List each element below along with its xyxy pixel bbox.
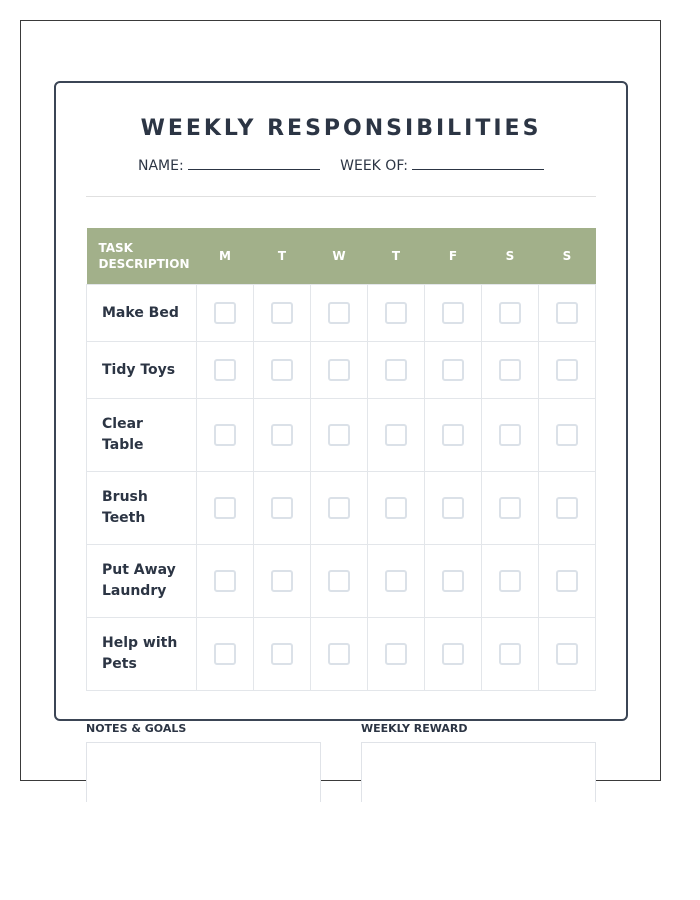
day-header-mon: M bbox=[197, 228, 254, 285]
task-header-line1: TASK bbox=[98, 241, 133, 255]
day-cell bbox=[197, 399, 254, 472]
checkbox[interactable] bbox=[499, 643, 521, 665]
checkbox[interactable] bbox=[499, 570, 521, 592]
checkbox[interactable] bbox=[214, 424, 236, 446]
task-line2: Laundry bbox=[102, 583, 167, 599]
checkbox[interactable] bbox=[385, 570, 407, 592]
day-header-wed: W bbox=[311, 228, 368, 285]
checkbox[interactable] bbox=[385, 424, 407, 446]
checkbox[interactable] bbox=[385, 359, 407, 381]
day-cell bbox=[539, 342, 596, 399]
day-cell bbox=[197, 285, 254, 342]
day-cell bbox=[197, 545, 254, 618]
day-cell bbox=[539, 618, 596, 691]
checkbox[interactable] bbox=[385, 643, 407, 665]
day-cell bbox=[425, 399, 482, 472]
day-cell bbox=[482, 472, 539, 545]
checkbox[interactable] bbox=[271, 643, 293, 665]
day-cell bbox=[425, 472, 482, 545]
checkbox[interactable] bbox=[442, 570, 464, 592]
reward-box[interactable] bbox=[361, 742, 596, 802]
task-line1: Put Away bbox=[102, 562, 176, 578]
checkbox[interactable] bbox=[214, 359, 236, 381]
checkbox[interactable] bbox=[214, 643, 236, 665]
day-cell bbox=[254, 399, 311, 472]
day-cell bbox=[425, 285, 482, 342]
week-blank-line[interactable] bbox=[412, 157, 544, 170]
checkbox[interactable] bbox=[271, 359, 293, 381]
table-row bbox=[87, 472, 596, 545]
day-cell bbox=[482, 618, 539, 691]
task-line2: Teeth bbox=[102, 510, 146, 526]
task-line2: Pets bbox=[102, 656, 137, 672]
reward-label: WEEKLY REWARD bbox=[361, 722, 468, 735]
checkbox[interactable] bbox=[214, 570, 236, 592]
day-cell bbox=[311, 618, 368, 691]
day-header-thu: T bbox=[368, 228, 425, 285]
notes-label: NOTES & GOALS bbox=[86, 722, 187, 735]
checkbox[interactable] bbox=[442, 359, 464, 381]
checkbox[interactable] bbox=[442, 424, 464, 446]
day-cell bbox=[482, 285, 539, 342]
day-cell bbox=[254, 342, 311, 399]
day-cell bbox=[539, 472, 596, 545]
day-cell bbox=[254, 285, 311, 342]
day-cell bbox=[254, 618, 311, 691]
header-divider bbox=[86, 196, 596, 197]
checkbox[interactable] bbox=[328, 570, 350, 592]
checkbox[interactable] bbox=[328, 359, 350, 381]
checkbox[interactable] bbox=[214, 497, 236, 519]
day-cell bbox=[197, 472, 254, 545]
checkbox[interactable] bbox=[556, 643, 578, 665]
checkbox[interactable] bbox=[556, 424, 578, 446]
day-cell bbox=[482, 342, 539, 399]
responsibility-table bbox=[86, 228, 596, 691]
task-description-cell bbox=[87, 545, 197, 618]
week-field[interactable] bbox=[340, 157, 544, 174]
day-cell bbox=[311, 399, 368, 472]
checkbox[interactable] bbox=[385, 497, 407, 519]
day-cell bbox=[197, 618, 254, 691]
task-line1: Tidy Toys bbox=[102, 361, 176, 378]
day-cell bbox=[368, 399, 425, 472]
name-label: NAME: bbox=[137, 158, 184, 174]
checkbox[interactable] bbox=[556, 570, 578, 592]
task-header-line2: DESCRIPTION bbox=[98, 257, 190, 271]
checkbox[interactable] bbox=[328, 302, 350, 324]
day-cell bbox=[368, 342, 425, 399]
checkbox[interactable] bbox=[556, 359, 578, 381]
day-cell bbox=[254, 472, 311, 545]
page-title: WEEKLY RESPONSIBILITIES bbox=[140, 116, 542, 141]
day-cell bbox=[425, 618, 482, 691]
week-label: WEEK OF: bbox=[340, 158, 409, 174]
day-cell bbox=[197, 342, 254, 399]
task-description-cell bbox=[87, 472, 197, 545]
day-header-sat: S bbox=[482, 228, 539, 285]
day-cell bbox=[368, 618, 425, 691]
day-cell bbox=[368, 472, 425, 545]
checkbox[interactable] bbox=[271, 424, 293, 446]
day-cell bbox=[425, 342, 482, 399]
checkbox[interactable] bbox=[556, 497, 578, 519]
day-cell bbox=[311, 545, 368, 618]
meta-row bbox=[0, 157, 682, 174]
day-cell bbox=[368, 545, 425, 618]
day-cell bbox=[482, 545, 539, 618]
checkbox[interactable] bbox=[499, 359, 521, 381]
day-cell bbox=[539, 285, 596, 342]
day-cell bbox=[482, 399, 539, 472]
table-row bbox=[87, 285, 596, 342]
name-blank-line[interactable] bbox=[188, 157, 320, 170]
task-line1: Help with bbox=[102, 635, 178, 651]
table-header-row bbox=[87, 228, 596, 285]
checkbox[interactable] bbox=[328, 424, 350, 446]
checkbox[interactable] bbox=[214, 302, 236, 324]
task-column-header bbox=[87, 228, 197, 285]
day-cell bbox=[311, 342, 368, 399]
day-cell bbox=[368, 285, 425, 342]
checkbox[interactable] bbox=[328, 643, 350, 665]
checkbox[interactable] bbox=[328, 497, 350, 519]
checkbox[interactable] bbox=[442, 497, 464, 519]
day-cell bbox=[539, 545, 596, 618]
task-description-cell bbox=[87, 285, 197, 342]
day-header-tue: T bbox=[254, 228, 311, 285]
task-line1: Make Bed bbox=[102, 304, 179, 321]
table-row bbox=[87, 618, 596, 691]
day-header-sun: S bbox=[539, 228, 596, 285]
checkbox[interactable] bbox=[556, 302, 578, 324]
checkbox[interactable] bbox=[499, 497, 521, 519]
checkbox[interactable] bbox=[442, 302, 464, 324]
task-description-cell bbox=[87, 618, 197, 691]
task-line2: Table bbox=[102, 437, 144, 453]
day-cell bbox=[311, 285, 368, 342]
task-description-cell bbox=[87, 342, 197, 399]
task-line1: Brush bbox=[102, 489, 148, 505]
task-description-cell bbox=[87, 399, 197, 472]
checkbox[interactable] bbox=[442, 643, 464, 665]
checkbox[interactable] bbox=[271, 302, 293, 324]
name-field[interactable] bbox=[138, 157, 320, 174]
checkbox[interactable] bbox=[499, 424, 521, 446]
notes-box[interactable] bbox=[86, 742, 321, 802]
day-cell bbox=[539, 399, 596, 472]
checkbox[interactable] bbox=[385, 302, 407, 324]
table-row bbox=[87, 342, 596, 399]
checkbox[interactable] bbox=[499, 302, 521, 324]
day-cell bbox=[254, 545, 311, 618]
table-row bbox=[87, 399, 596, 472]
task-line1: Clear bbox=[102, 416, 143, 432]
day-cell bbox=[425, 545, 482, 618]
day-header-fri: F bbox=[425, 228, 482, 285]
checkbox[interactable] bbox=[271, 497, 293, 519]
day-cell bbox=[311, 472, 368, 545]
checkbox[interactable] bbox=[271, 570, 293, 592]
table-row bbox=[87, 545, 596, 618]
